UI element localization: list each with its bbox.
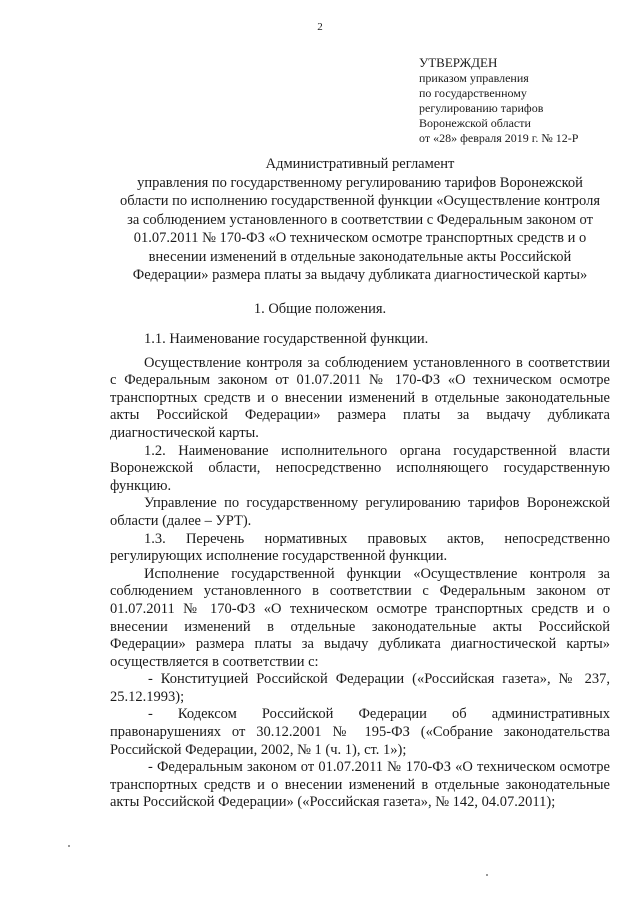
paragraph-execution-basis: Исполнение государственной функции «Осуществление контроля за соблюдением установленного в соответствии с Федеральным законом от 01.07.2011 № 170-ФЗ «О техническом осмотре транспортных средств и о внесении изменений в отдельные законодательные акты Российской Федерации» размера платы за выдачу дубликата диагностической карты» осуществляется в соответствии с: — [110, 565, 610, 670]
list-item-constitution: - Конституцией Российской Федерации («Российская газета», № 237, 25.12.1993); — [110, 671, 610, 705]
approval-stamp — [419, 54, 634, 146]
document-body — [110, 331, 610, 812]
approval-line: приказом управления — [419, 71, 529, 85]
paragraph-executor: Управление по государственному регулированию тарифов Воронежской области (далее – УРТ). — [110, 495, 610, 529]
section-heading: 1. Общие положения. — [253, 301, 387, 317]
title-line: Федерации» размера платы за выдачу дубликата диагностической карты» — [132, 267, 588, 283]
scan-speck — [68, 845, 70, 847]
title-line: области по исполнению государственной функции «Осуществление контроля — [119, 193, 600, 209]
list-item-administrative-code: - Кодексом Российской Федерации об административных правонарушениях от 30.12.2001 № 195-ФЗ («Собрание законодательства Российской Федерации, 2002, № 1 (ч. 1), ст. 1»); — [110, 706, 610, 758]
approval-line: регулированию тарифов — [419, 101, 544, 115]
page-number: 2 — [317, 21, 323, 33]
title-line: 01.07.2011 № 170-ФЗ «О техническом осмотре транспортных средств и о — [133, 230, 587, 246]
approval-line: по государственному — [419, 86, 527, 100]
title-line: внесении изменений в отдельные законодательные акты Российской — [148, 248, 572, 265]
approval-date-line: от «28» февраля 2019 г. № 12-Р — [419, 131, 579, 145]
list-item-federal-law: - Федеральным законом от 01.07.2011 № 170-ФЗ «О техническом осмотре транспортных средств и о внесении изменений в отдельные законодательные акты Российской Федерации» («Российская газета», № 142, 04.07.2011); — [110, 759, 610, 811]
title-line: Административный регламент — [265, 156, 455, 172]
approval-line: Воронежской области — [419, 116, 531, 130]
scan-speck — [486, 874, 488, 876]
title-line: за соблюдением установленного в соответствии с Федеральным законом от — [127, 211, 593, 228]
paragraph-1-2: 1.2. Наименование исполнительного органа государственной власти Воронежской области, непосредственно исполняющего государственную функцию. — [110, 442, 610, 494]
paragraph-1-1: 1.1. Наименование государственной функции. — [144, 331, 429, 347]
approval-title: УТВЕРЖДЕН — [419, 55, 498, 70]
title-line: управления по государственному регулированию тарифов Воронежской — [137, 174, 583, 191]
paragraph-1-3: 1.3. Перечень нормативных правовых актов, непосредственно регулирующих исполнение государственной функции. — [110, 530, 610, 565]
document-title — [100, 155, 620, 285]
paragraph-function-name: Осуществление контроля за соблюдением установленного в соответствии с Федеральным законом от 01.07.2011 № 170-ФЗ «О техническом осмотре транспортных средств и о внесении изменений в отдельные законодательные акты Российской Федерации» размера платы за выдачу дубликата диагностической карты. — [110, 354, 610, 441]
